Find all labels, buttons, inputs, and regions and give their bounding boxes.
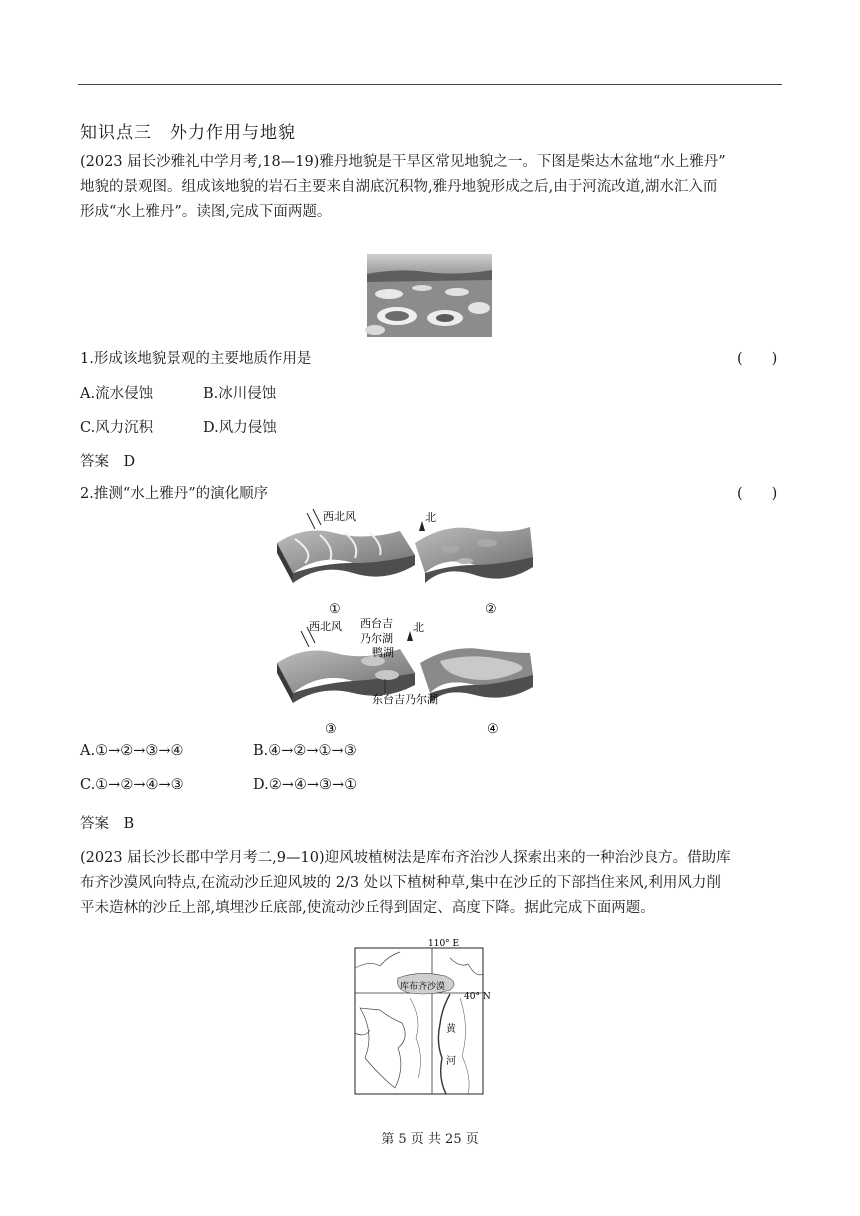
intro-paragraph-1 [80, 150, 782, 225]
q2-stem: 2.推测“水上雅丹”的演化顺序 [80, 486, 269, 502]
q2-option-a: A.①→②→③→④ [80, 743, 184, 759]
intro2-line-3: 平未造林的沙丘上部,填埋沙丘底部,使流动沙丘得到固定、高度下降。据此完成下面两题。 [80, 900, 655, 916]
map-desert-label: 库布齐沙漠 [400, 982, 446, 992]
intro-paragraph-2 [80, 846, 782, 921]
page-footer: 第 5 页 共 25 页 [381, 1132, 479, 1147]
q1-option-a: A.流水侵蚀 [80, 386, 154, 402]
intro2-line-1: (2023 届长沙长郡中学月考二,9—10)迎风坡植树法是库布齐治沙人探索出来的一种治沙良方。借助库 [80, 850, 731, 866]
label-west-taijinar-1: 西台吉 [360, 617, 393, 630]
q1-answer: 答案 D [80, 454, 136, 470]
label-north-1: 北 [425, 511, 436, 524]
q2-option-b: B.④→②→①→③ [253, 743, 357, 759]
q1-option-b: B.冰川侵蚀 [203, 386, 277, 402]
label-duck-lake: 鸭湖 [372, 646, 394, 659]
label-north-2: 北 [413, 621, 424, 634]
kubuqi-map [350, 938, 491, 1096]
block-number-1: ① [329, 602, 341, 617]
label-nw-wind-1: 西北风 [323, 510, 356, 523]
label-nw-wind-2: 西北风 [309, 620, 342, 633]
q2-answer: 答案 B [80, 816, 135, 832]
yardang-photo [367, 254, 492, 337]
block-diagram-2 [415, 527, 533, 583]
map-lat-label: 40° N [464, 992, 491, 1002]
block-number-4: ④ [487, 722, 499, 737]
map-river-char-2: 河 [446, 1056, 456, 1067]
block-number-2: ② [485, 602, 497, 617]
q1-option-d: D.风力侵蚀 [203, 420, 277, 436]
header-rule [78, 84, 782, 85]
block-number-3: ③ [325, 722, 337, 737]
section-heading: 知识点三 外力作用与地貌 [80, 123, 296, 143]
label-east-taijinar: 东台吉乃尔湖 [372, 693, 438, 706]
q2-option-d: D.②→④→③→① [253, 777, 358, 793]
map-lon-label: 110° E [428, 939, 460, 949]
intro2-line-2: 布齐沙漠风向特点,在流动沙丘迎风坡的 2/3 处以下植树种草,集中在沙丘的下部挡住来风,利用风力削 [80, 875, 721, 891]
map-river-char-1: 黄 [446, 1024, 456, 1035]
q1-answer-paren: ( ) [737, 351, 778, 367]
intro1-line-1: (2023 届长沙雅礼中学月考,18—19)雅丹地貌是干旱区常见地貌之一。下图是柴达木盆地“水上雅丹” [80, 154, 726, 170]
block-diagram-1 [277, 531, 415, 583]
intro1-line-3: 形成“水上雅丹”。读图,完成下面两题。 [80, 204, 332, 220]
q2-option-c: C.①→②→④→③ [80, 777, 184, 793]
q1-stem: 1.形成该地貌景观的主要地质作用是 [80, 351, 312, 367]
q2-answer-paren: ( ) [737, 486, 778, 502]
label-west-taijinar-2: 乃尔湖 [360, 632, 393, 645]
evolution-block-diagrams [275, 503, 533, 735]
q1-option-c: C.风力沉积 [80, 420, 154, 436]
intro1-line-2: 地貌的景观图。组成该地貌的岩石主要来自湖底沉积物,雅丹地貌形成之后,由于河流改道,湖水汇入而 [80, 179, 718, 195]
